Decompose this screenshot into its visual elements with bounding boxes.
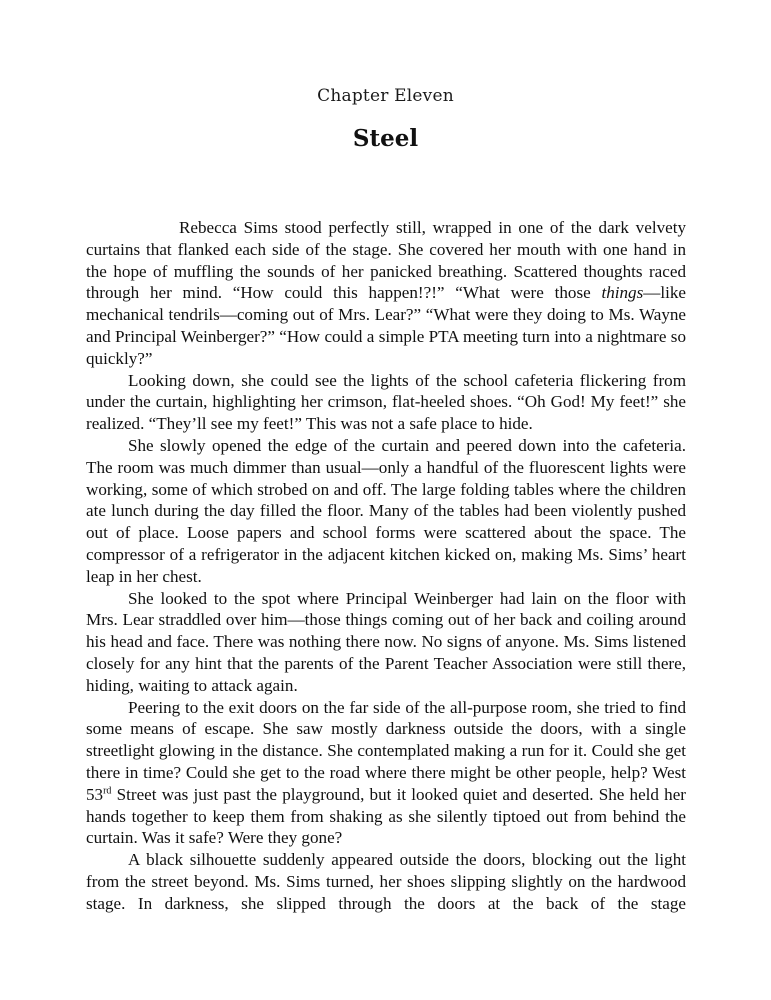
chapter-title: Steel (352, 125, 419, 152)
paragraph (86, 697, 686, 850)
paragraph: She looked to the spot where Principal Weinberger had lain on the floor with Mrs. Lear straddled over him—those things coming out of her back and coiling around his head and face. There was nothing there now. No signs of anyone. Ms. Sims listened closely for any hint that the parents of the Parent Teacher Association were still there, hiding, waiting to attack again. (86, 588, 686, 695)
ordinal-superscript: rd (103, 785, 112, 797)
paragraph: A black silhouette suddenly appeared outside the doors, blocking out the light from the street beyond. Ms. Sims turned, her shoes slipping slightly on the hardwood stage. In darkness, she slipped through the doors at the back of the stage (86, 850, 686, 913)
paragraph-text: Peering to the exit doors on the far side of the all-purpose room, she tried to find some means of escape. She saw mostly darkness outside the doors, with a single streetlight glowing in the distance. She contemplated making a run for it. Could she get there in time? Could she get to the road where there might be other people, help? West 53 (86, 697, 686, 804)
paragraph-text: —like mechanical tendrils—coming out of Mrs. Lear?” “What were they doing to Ms. Wayne and Principal Weinberger?” “How could a simple PTA meeting turn into a nightmare so quickly?” (86, 283, 686, 368)
chapter-label: Chapter Eleven (317, 86, 454, 106)
paragraph-text: Rebecca Sims stood perfectly still, wrapped in one of the dark velvety curtains that flanked each side of the stage. She covered her mouth with one hand in the hope of muffling the sounds of her panicked breathing. Scattered thoughts raced through her mind. “How could this happen!?!” “What were those (86, 218, 686, 303)
chapter-body (86, 217, 686, 915)
paragraph: She slowly opened the edge of the curtain and peered down into the cafeteria. The room was much dimmer than usual—only a handful of the fluorescent lights were working, some of which strobed on and off. The large folding tables where the children ate lunch during the day filled the floor. Many of the tables had been violently pushed out of place. Loose papers and school forms were scattered about the space. The compressor of a refrigerator in the adjacent kitchen kicked on, making Ms. Sims’ heart leap in her chest. (86, 435, 686, 586)
paragraph-text: Street was just past the playground, but it looked quiet and deserted. She held her hands together to keep them from shaking as she silently tiptoed out from behind the curtain. Was it safe? Were they gone? (86, 784, 686, 848)
emphasized-word: things (601, 283, 644, 303)
paragraph (86, 217, 686, 370)
paragraph: Looking down, she could see the lights of the school cafeteria flickering from under the curtain, highlighting her crimson, flat-heeled shoes. “Oh God! My feet!” she realized. “They’ll see my feet!” This was not a safe place to hide. (86, 370, 686, 434)
